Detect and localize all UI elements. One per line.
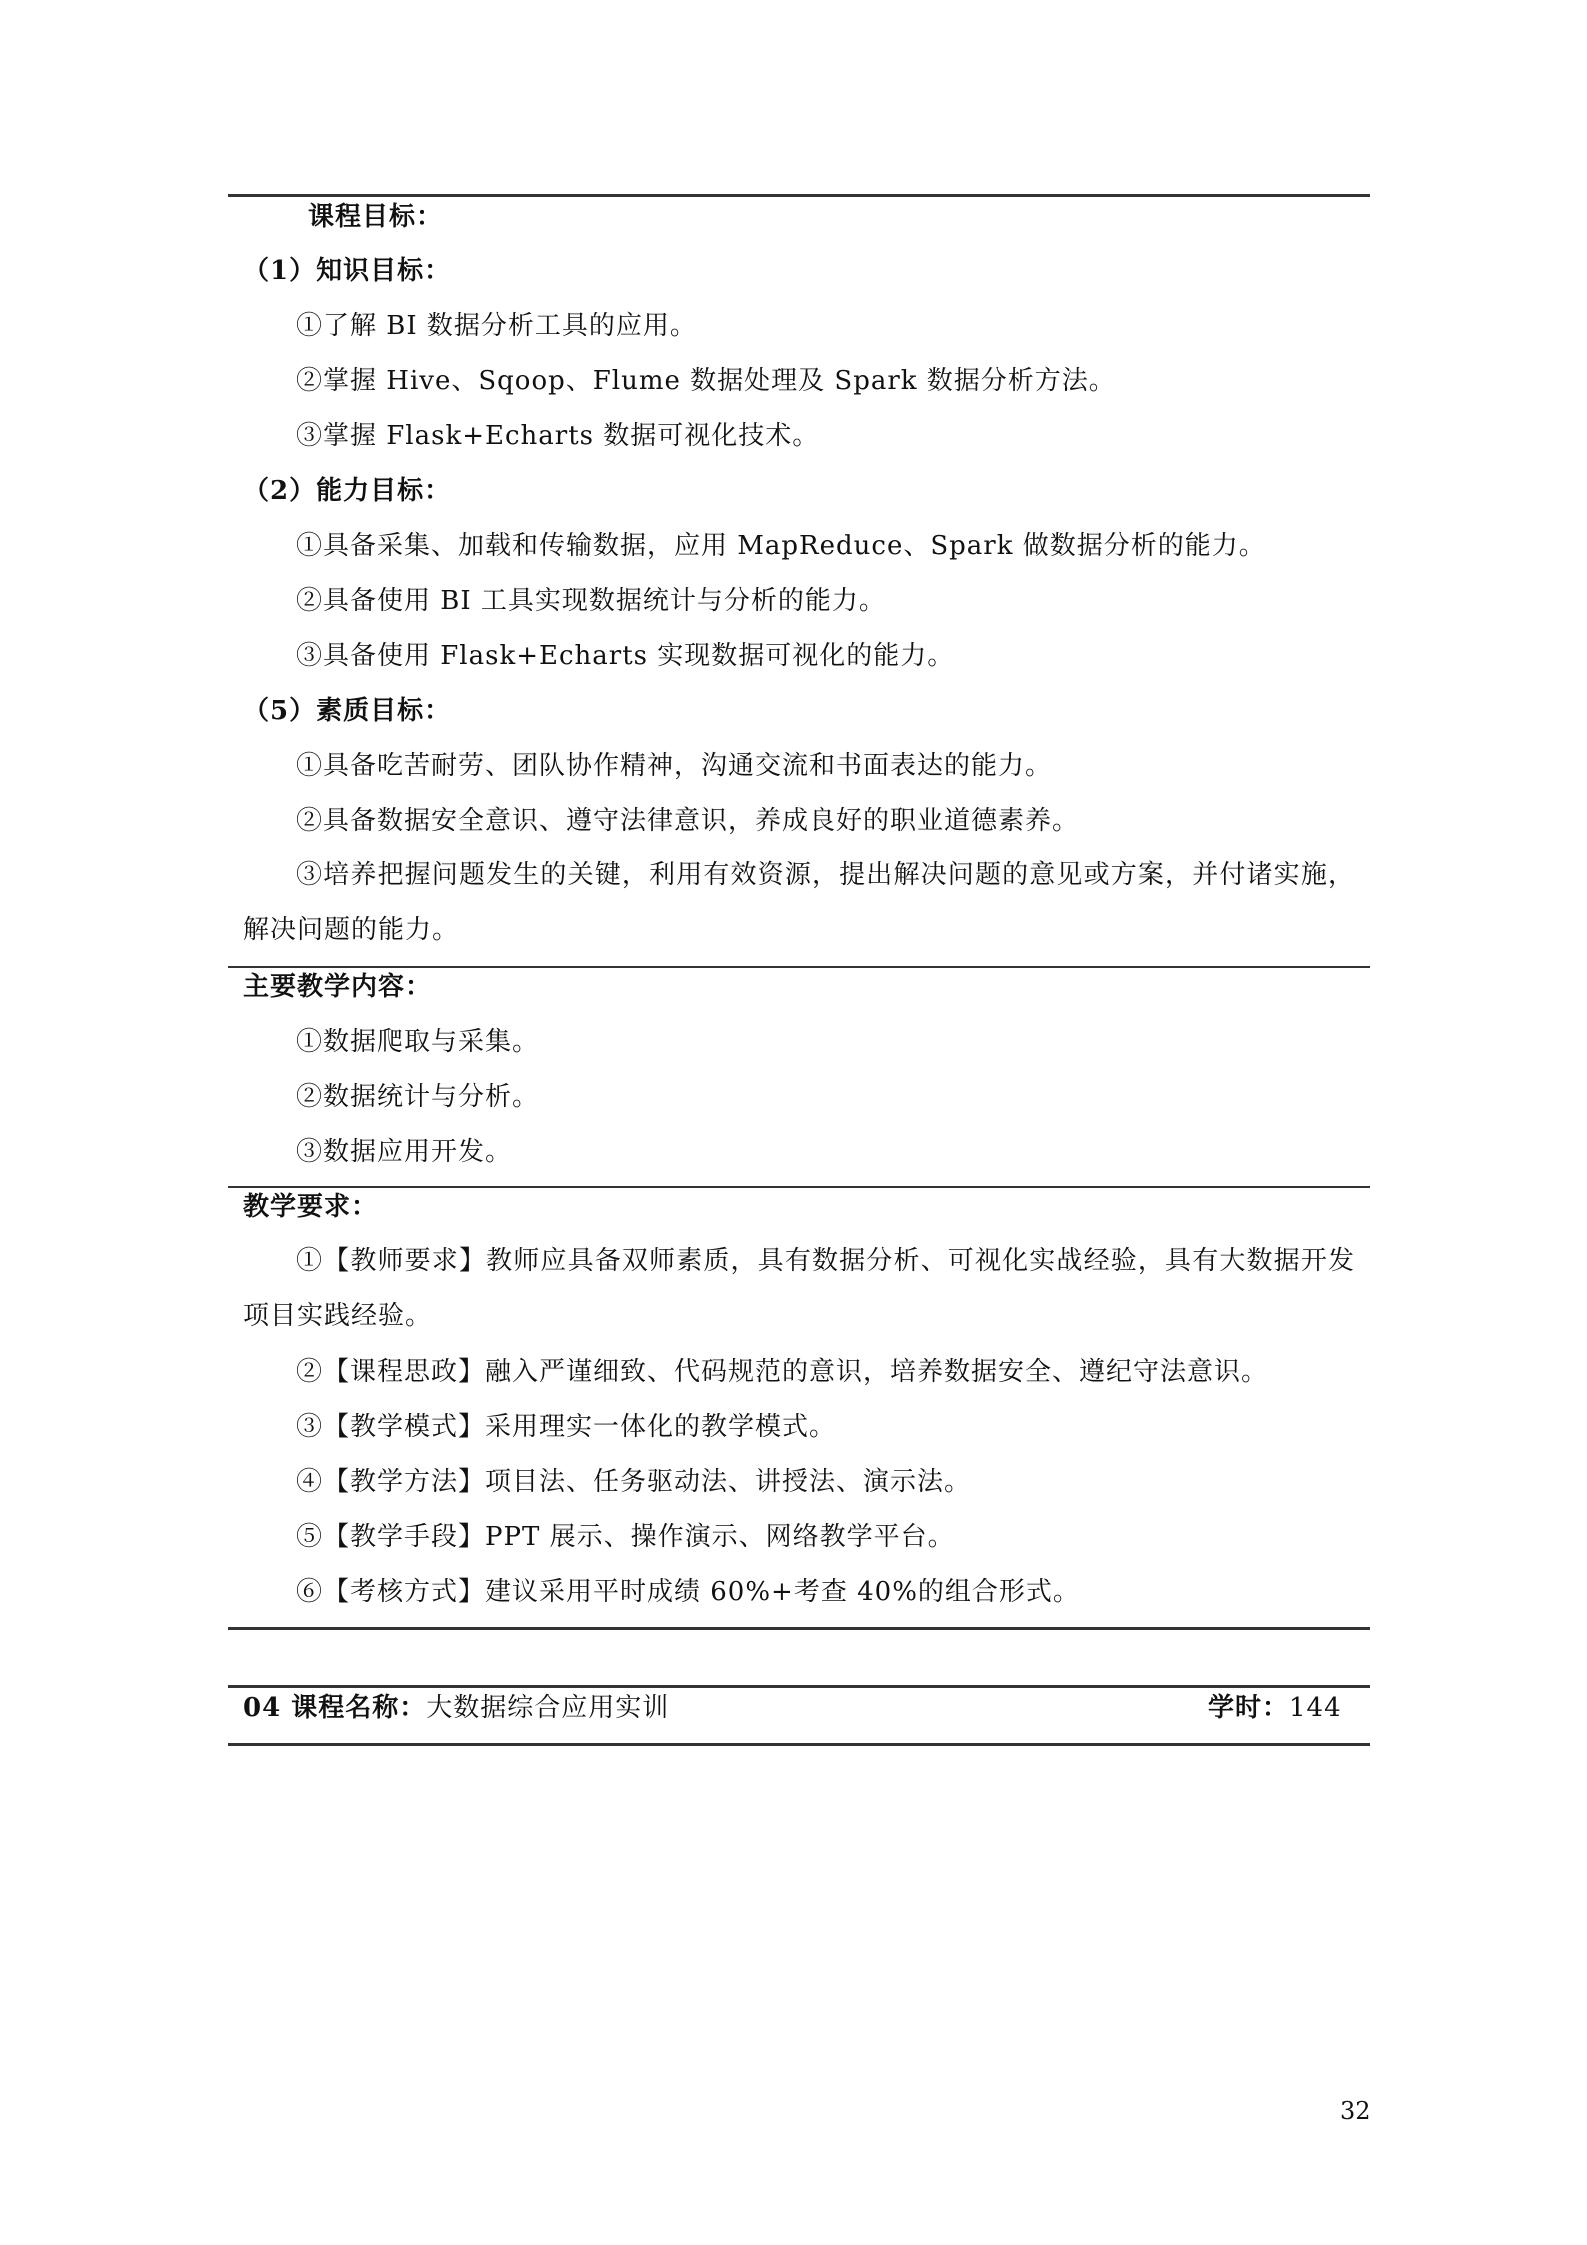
next-course-name: 大数据综合应用实训 — [426, 1693, 670, 1723]
teaching-content-heading: 主要教学内容： — [243, 972, 433, 1002]
ability-goal-1: ①具备采集、加载和传输数据，应用 MapReduce、Spark 做数据分析的能力。 — [296, 531, 1266, 561]
next-course-hours: 144 — [1289, 1693, 1342, 1723]
ability-goal-3: ③具备使用 Flask+Echarts 实现数据可视化的能力。 — [296, 641, 955, 671]
teaching-requirements-heading: 教学要求： — [243, 1192, 379, 1222]
rule-section-end — [228, 1627, 1370, 1630]
rule-next-course-top — [228, 1685, 1370, 1688]
teaching-requirement-3: ③【教学模式】采用理实一体化的教学模式。 — [296, 1412, 837, 1442]
course-goals-heading: 课程目标： — [308, 202, 444, 232]
quality-goal-2: ②具备数据安全意识、遵守法律意识，养成良好的职业道德素养。 — [296, 806, 1080, 836]
ability-goal-2: ②具备使用 BI 工具实现数据统计与分析的能力。 — [296, 586, 886, 616]
teaching-requirement-1: ①【教师要求】教师应具备双师素质，具有数据分析、可视化实战经验，具有大数据开发项目实践经验。 — [243, 1246, 1355, 1331]
quality-goals-heading: （5）素质目标： — [243, 696, 452, 726]
teaching-content-3: ③数据应用开发。 — [296, 1137, 513, 1167]
teaching-requirement-6: ⑥【考核方式】建议采用平时成绩 60%+考查 40%的组合形式。 — [296, 1577, 1080, 1607]
rule-requirements — [228, 1186, 1370, 1188]
page-number: 32 — [1340, 2097, 1371, 2125]
next-course-row — [243, 1691, 669, 1725]
knowledge-goals-heading: （1）知识目标： — [243, 256, 452, 286]
quality-goal-1: ①具备吃苦耐劳、团队协作精神，沟通交流和书面表达的能力。 — [296, 751, 1053, 781]
ability-goals-heading: （2）能力目标： — [243, 476, 452, 506]
teaching-requirement-4: ④【教学方法】项目法、任务驱动法、讲授法、演示法。 — [296, 1467, 972, 1497]
teaching-requirement-5: ⑤【教学手段】PPT 展示、操作演示、网络教学平台。 — [296, 1522, 955, 1552]
teaching-content-1: ①数据爬取与采集。 — [296, 1027, 540, 1057]
knowledge-goal-2: ②掌握 Hive、Sqoop、Flume 数据处理及 Spark 数据分析方法。 — [296, 366, 1116, 396]
next-course-hours-row — [1208, 1691, 1342, 1725]
rule-next-course-bottom — [228, 1743, 1370, 1746]
teaching-requirement-2: ②【课程思政】融入严谨细致、代码规范的意识，培养数据安全、遵纪守法意识。 — [296, 1357, 1269, 1387]
knowledge-goal-1: ①了解 BI 数据分析工具的应用。 — [296, 311, 697, 341]
next-course-label: 04 课程名称： — [243, 1693, 427, 1723]
knowledge-goal-3: ③掌握 Flask+Echarts 数据可视化技术。 — [296, 421, 820, 451]
quality-goal-3: ③培养把握问题发生的关键，利用有效资源，提出解决问题的意见或方案，并付诸实施，解决问题的能力。 — [243, 860, 1355, 945]
next-course-hours-label: 学时： — [1208, 1693, 1290, 1723]
teaching-content-2: ②数据统计与分析。 — [296, 1082, 540, 1112]
rule-top — [228, 194, 1370, 197]
rule-content — [228, 966, 1370, 968]
